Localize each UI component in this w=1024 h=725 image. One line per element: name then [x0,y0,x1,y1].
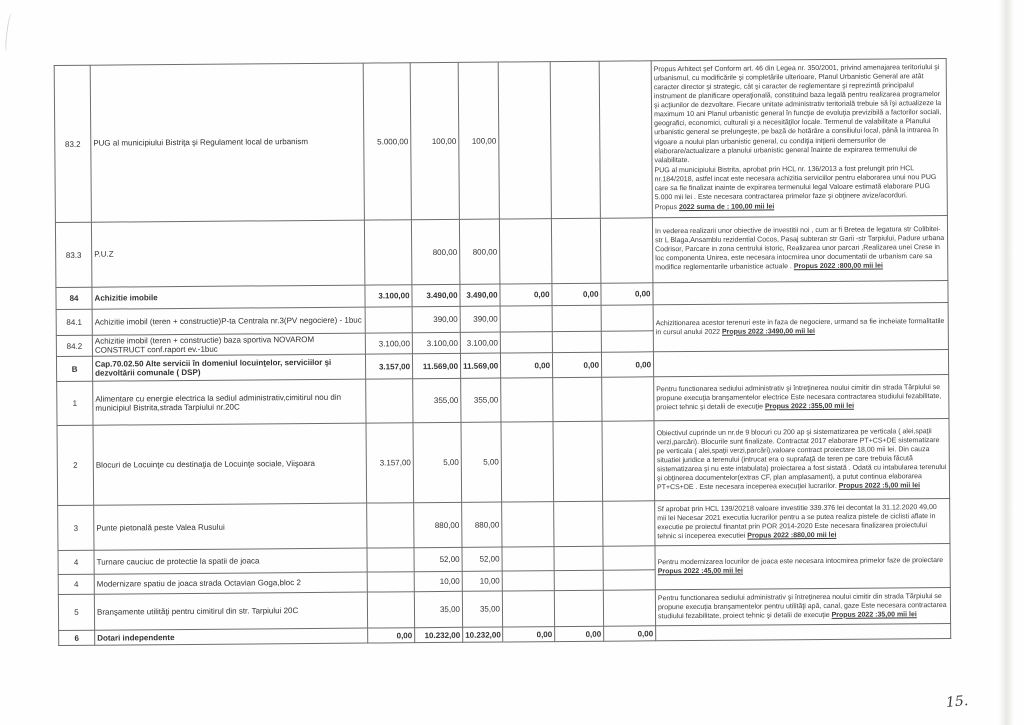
value-col2: 3.490,00 [412,284,460,306]
value-col6 [601,331,653,353]
value-col5 [552,331,601,353]
note-cell [653,350,948,377]
value-col4 [502,547,554,571]
value-col4 [502,502,554,547]
note-cell [656,624,951,641]
note-cell: Pentru functionarea sediului administrativ şi întreţinerea noului cimitir din strada Tărpiului se propune execuţia branşamentelor pentru utilităţi apă, canal, gaze Este necesara contractarea studiului fezabilitate, proiect tehnic şi detalii de execuţie Propus 2022 :35,00 mii lei [655,588,950,626]
row-number: 1 [57,382,93,426]
propus-emphasis: Propus 2022 :800,00 mii lei [793,262,883,271]
value-col2: 800,00 [411,219,460,284]
value-col3: 11.569,00 [460,353,500,378]
row-description: Achizitie imobile [92,285,365,309]
note-cell: Obiectivul cuprinde un nr.de 9 blocuri cu 200 ap şi sistematizarea pe verticala ( alei,spaţii verzi,parcări). Blocurile sunt finalizate. Contractat 2017 elaborare PT+CS+DE sistematizare pe verticala ( alei,spaţii verzi,parcări),valoare contract proiectare 18,00 mii lei. Din cauza situatiei juridice a terenului (intrucat era o suprafaţă de teren pe care trebuia făcută sistematizarea şi nu este intabulata) proiectarea a fost sistată . Odată cu intabularea terenului şi obţinerea documentelor(extras CF, plan amplasament), a putut continua elaborarea PT+CS+DE . Este necesara inceperea execuţiei lucrarilor. Propus 2022 :5,00 mii lei [654,419,950,501]
propus-emphasis: Propus 2022 :355,00 mii lei [764,402,855,411]
value-col3: 3.490,00 [460,284,500,306]
value-col2: 5,00 [413,423,462,503]
value-col6 [603,590,655,626]
note-cell: Sf aprobat prin HCL 139/20218 valoare investitie 339.376 lei decontat la 31.12.2020 49,00 mii lei Necesar 2021 executia lucrarilor pentru a se putea realiza pistele de ciclisti aflate in executie pe proiectul finantat prin POR 2014-2020 Este necesara finalizarea proiectului tehnic si inceperea executiei Propus 2022 :880,00 mii lei [655,499,950,546]
value-col3: 10.232,00 [463,627,503,642]
table-row [58,499,950,551]
value-col2: 10,00 [414,572,462,592]
value-col5: 0,00 [552,283,601,305]
budget-table-body [54,58,951,645]
value-col4 [500,306,552,332]
value-col3: 10,00 [462,571,502,591]
value-col5 [554,591,603,627]
value-col6: 0,00 [601,352,653,377]
note-cell: Pentru functionarea sediului administrativ şi întreţinerea noului cimitir din strada Tărpiului se propune execuţia branşamentelor electrice Este necesara contractarea studiului fezabilitate, proiect tehnic şi detalii de execuţie Propus 2022 :355,00 mii lei [654,375,949,421]
propus-emphasis: 2022 suma de : 100,00 mii lei [678,203,775,212]
value-col4 [500,332,552,354]
paper-edge [999,0,1013,725]
value-col5 [552,305,601,331]
note-cell: Propus Arhitect şef Conform art. 46 din Legea nr. 350/2001, privind amenajarea teritoriului şi urbanismul, cu modificările şi completările ulterioare, Planul Urbanistic General are atât caracter director şi strategic, cât şi caracter de reglementare şi reprezintă principalul instrument de planificare operaţională, constituind baza legală pentru realizarea programelor şi acţiunilor de dezvoltare. Fiecare unitate administrativ teritorială trebuie să îşi actualizeze la maximum 10 ani Planul urbanistic general în funcţie de evoluţia previzibilă a factorilor sociali, geografici, economici, culturali şi a necesităţilor locale. Termenul de valabilitate a Planului urbanistic general se prelungeşte, pe bază de hotărâre a consiliului local, până la intrarea în vigoare a noului plan urbanistic general, cu condiţia iniţierii demersurilor de elaborare/actualizare a planului urbanistic general înainte de expirarea termenului de valabilitate. PUG al municipiului Bistrita, aprobat prin HCL nr. 136/2013 a fost prelungit prin HCL nr.184/2018, astfel incat este necesara achizitia serviciilor pentru elaborarea unui nou PUG care sa fie finalizat inainte de expirarea termenului legal Valoare estimată elaborare PUG 5.000 mii lei . Este necesara contractarea primelor faze şi obţinere avize/acorduri. Propus 2022 suma de : 100,00 mii lei [651,58,947,217]
value-col3: 390,00 [460,306,500,332]
row-number: 84.2 [56,335,92,357]
propus-emphasis: Propus 2022 :880,00 mii lei [747,531,837,540]
value-col4 [501,422,554,502]
value-col5: 0,00 [552,353,601,378]
note-cell: Pentru modernizarea locurilor de joaca este necesara intocmirea primelor faze de proiectare Propus 2022 :45,00 mii lei [655,544,950,590]
row-number: 4 [58,551,94,575]
value-col3: 100,00 [458,62,499,219]
row-number: 83.2 [54,65,91,222]
table-row [55,215,947,287]
value-col6 [603,501,655,546]
row-description: Punte pietonală peste Valea Rusului [94,503,367,550]
value-col2: 35,00 [414,592,462,628]
row-number: 5 [58,595,94,631]
table-row [54,58,947,222]
value-col6 [602,421,655,501]
value-col4: 0,00 [503,627,555,642]
row-number: 6 [59,631,95,646]
value-col4 [499,219,552,284]
value-col1 [367,503,414,548]
value-col5 [554,502,603,547]
value-col2: 390,00 [412,306,460,332]
value-col3: 5,00 [461,422,502,502]
row-number: 4 [58,575,94,595]
value-col1: 3.100,00 [365,285,412,307]
value-col1 [365,307,412,333]
value-col1 [366,379,413,423]
value-col6 [603,546,655,570]
value-col5 [553,378,602,422]
propus-emphasis: Propus 2022 :3490,00 mii lei [721,327,815,336]
value-col5 [551,218,601,283]
value-col4 [498,62,551,219]
value-col5 [553,422,603,502]
value-col1: 3.157,00 [365,354,412,379]
row-number: 3 [58,506,94,551]
value-col2: 3.100,00 [412,332,460,354]
value-col3: 800,00 [459,219,500,284]
value-col5 [554,547,603,571]
value-col1 [367,592,414,628]
value-col6 [600,218,653,283]
row-description: Modernizare spatiu de joaca strada Octavian Goga,bloc 2 [94,572,367,594]
value-col6 [601,305,653,331]
value-col1: 3.157,00 [366,423,414,503]
value-col6 [602,377,654,421]
propus-emphasis: Propus 2022 :5,00 mii lei [838,482,921,490]
note-cell [653,280,948,304]
table-row [57,419,950,506]
value-col3: 355,00 [461,378,501,422]
value-col1 [367,548,414,572]
row-description: Achizitie imobil (teren + constructie)P-ta Centrala nr.3(PV negociere) - 1buc [92,307,365,335]
value-col6 [599,61,652,218]
value-col3: 3.100,00 [460,332,500,354]
value-col4 [502,571,554,591]
value-col3: 52,00 [462,547,502,571]
row-description: Turnare cauciuc de protectie la spatii de joaca [94,548,367,574]
row-number: 2 [57,426,94,506]
row-description: Blocuri de Locuinţe cu destinaţia de Locuinţe sociale, Viişoara [93,423,367,505]
row-description: Cap.70.02.50 Alte servicii în domeniul locuinţelor, serviciilor şi dezvoltării comunale ( DSP) [92,354,365,381]
row-description: PUG al municipiului Bistriţa şi Regulament local de urbanism [90,63,364,222]
value-col2: 11.569,00 [412,354,460,379]
row-number: 84.1 [56,309,92,335]
value-col2: 355,00 [413,379,461,423]
value-col2: 52,00 [414,548,462,572]
row-number: 83.3 [55,222,92,287]
row-number: B [56,357,92,382]
value-col4 [501,378,553,422]
value-col1: 0,00 [368,628,415,643]
value-col6: 0,00 [604,626,656,641]
row-description: Achizitie imobil (teren + constructie) baza sportiva NOVAROM CONSTRUCT conf.raport ev.-1buc [92,333,365,357]
value-col2: 10.232,00 [415,628,463,643]
value-col6 [603,570,655,590]
budget-table [54,58,952,646]
value-col1: 3.100,00 [365,333,412,355]
value-col5 [554,571,603,591]
row-description: Dotari independente [95,628,368,645]
value-col4 [502,591,554,627]
row-description: P.U.Z [91,220,365,287]
note-cell: In vederea realizarii unor obiective de investitii noi , cum ar fi Bretea de legatura str Colibitei-str L Blaga,Ansamblu rezidential Cocos, Pasaj subteran str Garii -str Tarpiului, Padure urbana Codrisor, Parcare in zona centrului istoric, Realizarea unor parcari ,Realizarea unei Crese in loc componenta Unirea, este necesara intocmirea unor documentatii de urbanism care sa modifice reglementarile urbanistice actuale . Propus 2022 :800,00 mii lei [652,215,948,282]
scan-artifact [4,12,16,53]
value-col2: 880,00 [414,503,462,548]
row-description: Alimentare cu energie electrica la sediul administrativ,cimitirul nou din municipiul Bistrita,strada Tarpiului nr.20C [93,379,366,425]
value-col4: 0,00 [500,353,552,378]
value-col5: 0,00 [555,627,604,642]
value-col4: 0,00 [500,284,552,306]
note-cell: Achizitionarea acestor terenuri este in faza de negociere, urmand sa fie incheiate formalitatile in cursul anului 2022 Propus 2022 :3490,00 mii lei [653,302,948,352]
handwritten-page-number: 15. [945,693,969,711]
value-col5 [550,61,600,218]
propus-emphasis: Propus 2022 :45,00 mii lei [657,567,743,576]
value-col1: 5.000,00 [363,63,411,220]
propus-emphasis: Propus 2022 :35,00 mii lei [831,611,917,619]
value-col3: 880,00 [462,502,502,547]
row-number: 84 [56,287,92,309]
value-col6: 0,00 [601,283,653,305]
value-col1 [367,572,414,592]
value-col1 [364,220,412,285]
value-col3: 35,00 [462,591,502,627]
value-col2: 100,00 [410,62,459,219]
table-row [57,375,949,426]
row-description: Branşamente utilităţi pentru cimitirul din str. Tarpiului 20C [94,592,367,630]
